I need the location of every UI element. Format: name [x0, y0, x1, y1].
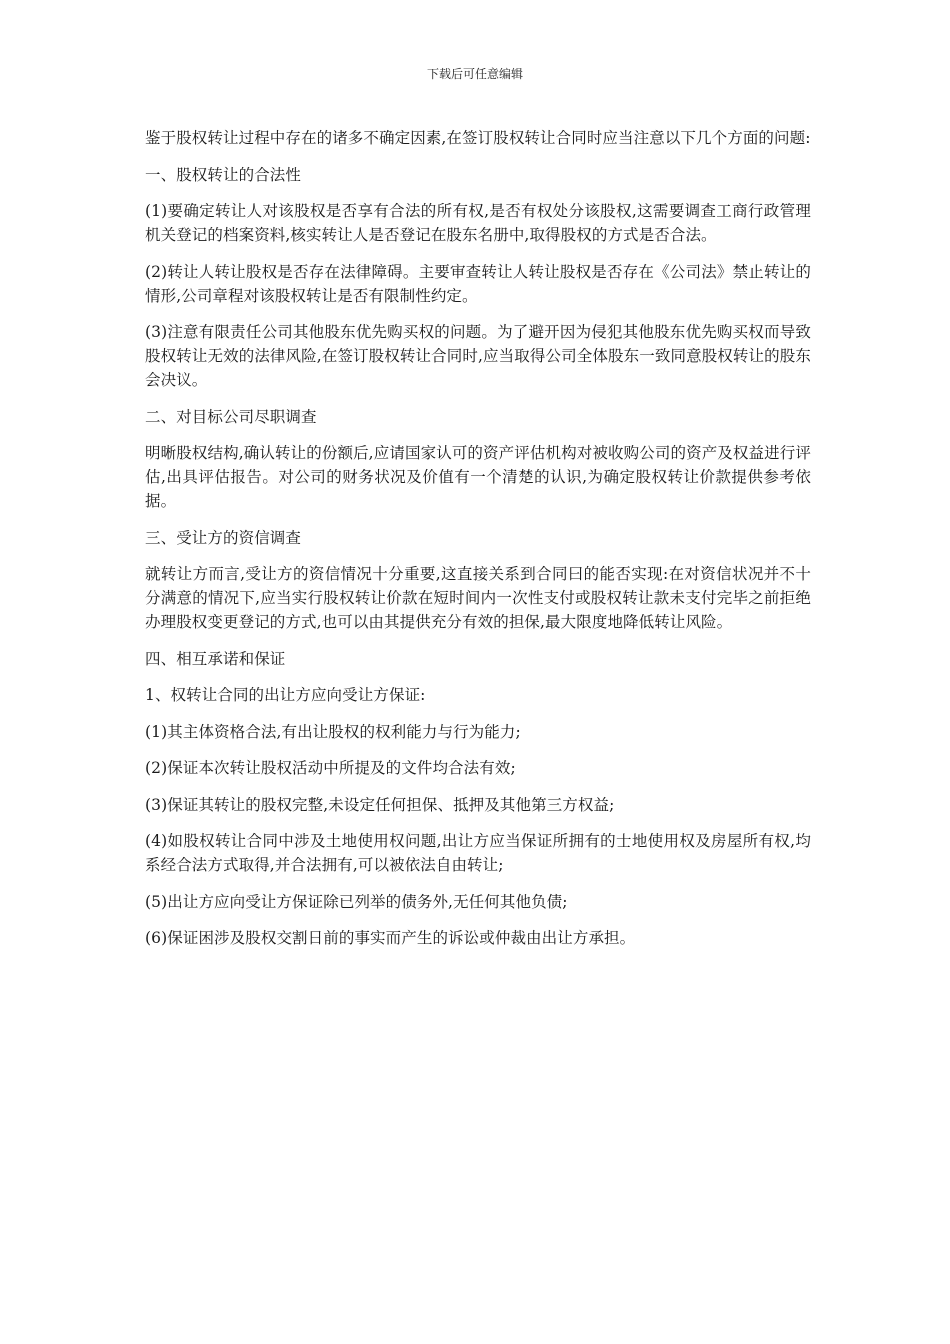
section-heading-warranties: 四、相互承诺和保证 [145, 649, 286, 668]
due-diligence-paragraph: 明晰股权结构,确认转让的份额后,应请国家认可的资产评估机构对被收购公司的资产及权益进行评估,出具评估报告。对公司的财务状况及价值有一个清楚的认识,为确定股权转让价款提供参考依据。 [145, 444, 811, 510]
warranty-item-2: (2)保证本次转让股权活动中所提及的文件均合法有效; [145, 759, 516, 777]
section-heading-legality: 一、股权转让的合法性 [145, 165, 302, 184]
page-header: 下载后可任意编辑 [426, 67, 523, 81]
section-heading-credit-check: 三、受让方的资信调查 [145, 528, 302, 547]
legality-item-3: (3)注意有限责任公司其他股东优先购买权的问题。为了避开因为侵犯其他股东优先购买权而导致股权转让无效的法律风险,在签订股权转让合同时,应当取得公司全体股东一致同意股权转让的股东会决议。 [145, 323, 811, 389]
warranty-item-1: (1)其主体资格合法,有出让股权的权利能力与行为能力; [145, 722, 521, 741]
legality-item-2: (2)转让人转让股权是否存在法律障碍。主要审查转让人转让股权是否存在《公司法》禁止转让的情形,公司章程对该股权转让是否有限制性约定。 [145, 262, 811, 305]
warranty-item-4: (4)如股权转让合同中涉及土地使用权问题,出让方应当保证所拥有的士地使用权及房屋所有权,均系经合法方式取得,并合法拥有,可以被依法自由转让; [145, 832, 811, 874]
warranty-item-6: (6)保证困涉及股权交割日前的事实而产生的诉讼或仲裁由出让方承担。 [145, 929, 636, 947]
credit-check-paragraph: 就转让方而言,受让方的资信情况十分重要,这直接关系到合同曰的能否实现:在对资信状况并不十分满意的情况下,应当实行股权转让价款在短时间内一次性支付或股权转让款未支付完毕之前拒绝办理股权变更登记的方式,也可以由其提供充分有效的担保,最大限度地降低转让风险。 [145, 565, 811, 631]
warranty-item-3: (3)保证其转让的股权完整,未设定任何担保、抵押及其他第三方权益; [145, 795, 615, 814]
intro-paragraph: 鉴于股权转让过程中存在的诸多不确定因素,在签订股权转让合同时应当注意以下几个方面的问题: [145, 129, 811, 147]
warranty-item-5: (5)出让方应向受让方保证除已列举的债务外,无任何其他负债; [145, 892, 568, 911]
warranties-intro: 1、权转让合同的出让方应向受让方保证: [145, 686, 426, 704]
legality-item-1: (1)要确定转让人对该股权是否享有合法的所有权,是否有权处分该股权,这需要调查工商行政管理机关登记的档案资料,核实转让人是否登记在股东名册中,取得股权的方式是否合法。 [145, 202, 811, 244]
section-heading-due-diligence: 二、对目标公司尽职调查 [145, 407, 317, 426]
document-body [145, 126, 811, 963]
